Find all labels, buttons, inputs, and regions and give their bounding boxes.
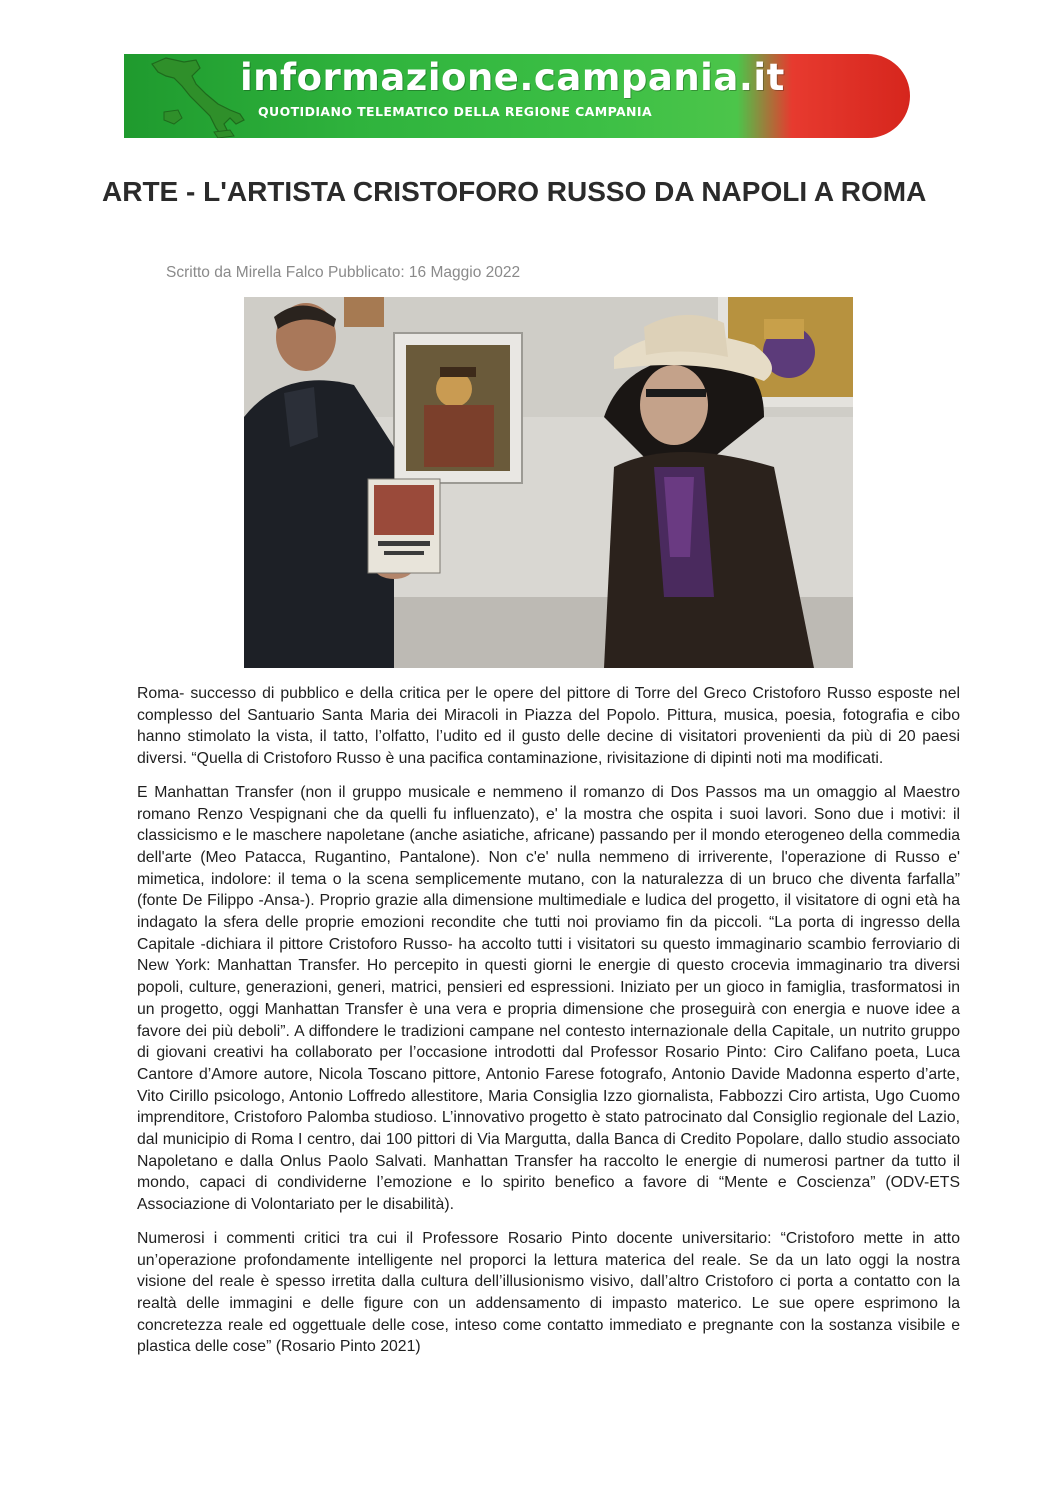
site-name[interactable]: informazione.campania.it: [240, 56, 785, 99]
article-photo: [244, 297, 853, 668]
article-body: [137, 683, 960, 1370]
article-paragraph: E Manhattan Transfer (non il gruppo musicale e nemmeno il romanzo di Dos Passos ma un omaggio al Maestro romano Renzo Vespignani che da quelli fu influenzato), e' la mostra che ospita i suoi lavori. Sono due i motivi: il classicismo e le maschere napoletane (anche asiatiche, africane) passando per il mondo eterogeneo della commedia dell'arte (Meo Patacca, Rugantino, Pantalone). Non c'e' nulla nemmeno di irriverente, l'operazione di Russo e' mimetica, indolore: il tema o la scena semplicemente mutano, con la naturalezza di un bruco che diventa farfalla” (fonte De Filippo -Ansa-). Proprio grazie alla dimensione multimediale e ludica del progetto, il visitatore di ogni età ha indagato la sfera delle proprie emozioni recondite che tutti noi proviamo fin da piccoli. “La porta di ingresso della Capitale -dichiara il pittore Cristoforo Russo- ha accolto tutti i visitatori su questo immaginario scambio ferroviario di New York: Manhattan Transfer. Ho percepito in questi giorni le energie di questo crocevia immaginario tra diversi popoli, culture, generazioni, generi, matrici, pensieri ed espressioni. Iniziato per un gioco in famiglia, trasformatosi in un progetto, oggi Manhattan Transfer è una vera e propria dimensione che proseguirà con energia e nuove idee a favore dei più deboli”. A diffondere le tradizioni campane nel contesto internazionale della Capitale, un nutrito gruppo di giovani creativi ha collaborato per l’occasione introdotti dal Professor Rosario Pinto: Ciro Califano poeta, Luca Cantore d’Amore autore, Nicola Toscano pittore, Antonio Farese fotografo, Antonio Davide Madonna esperto d’arte, Vito Cirillo psicologo, Antonio Loffredo allestitore, Maria Consiglia Izzo giornalista, Fabbozzi Ciro artista, Ugo Cuomo imprenditore, Cristoforo Palomba studioso. L’innovativo progetto è stato patrocinato dal Consiglio regionale del Lazio, dal municipio di Roma I centro, dai 100 pittori di Via Margutta, dalla Banca di Credito Popolare, dallo studio associato Napoletano e dalla Onlus Paolo Salvati. Manhattan Transfer ha raccolto le energie di numerosi partner da tutto il mondo, capaci di condividerne l’emozione e lo spirito benefico a favore di “Mente e Coscienza” (ODV-ETS Associazione di Volontariato per le disabilità).: [137, 783, 960, 1214]
article-byline: Scritto da Mirella Falco Pubblicato: 16 Maggio 2022: [166, 264, 521, 281]
book: [368, 479, 440, 573]
site-banner[interactable]: [124, 54, 910, 138]
article-title: ARTE - L'ARTISTA CRISTOFORO RUSSO DA NAPOLI A ROMA: [102, 176, 927, 207]
painting-frame: [394, 333, 522, 483]
site-tagline: QUOTIDIANO TELEMATICO DELLA REGIONE CAMPANIA: [258, 104, 653, 119]
italy-map-icon: [144, 54, 254, 138]
article-paragraph: Roma- successo di pubblico e della critica per le opere del pittore di Torre del Greco Cristoforo Russo esposte nel complesso del Santuario Santa Maria dei Miracoli in Piazza del Popolo. Pittura, musica, poesia, fotografia e cibo hanno stimolato la vista, il tatto, l’olfatto, l’udito ed il gusto delle decine di visitatori provenienti da più di 20 paesi diversi. “Quella di Cristoforo Russo è una pacifica contaminazione, rivisitazione di dipinti noti ma modificati.: [137, 685, 960, 768]
article-paragraph: Numerosi i commenti critici tra cui il Professore Rosario Pinto docente universitario: “Cristoforo mette in atto un’operazione profondamente intelligente nel proporci la lettura materica del reale. Se da un lato oggi la nostra visione del reale è spesso irretita dalla cultura dell’illusionismo visivo, dall’altro Cristoforo ci porta a contatto con la realtà delle immagini e delle figure con un addensamento di impasto materico. Le sue opere esprimono la concretezza reale ed oggettuale delle cose, inteso come contatto immediato e pregnante con la sostanza visibile e plastica delle cose” (Rosario Pinto 2021): [137, 1229, 960, 1356]
